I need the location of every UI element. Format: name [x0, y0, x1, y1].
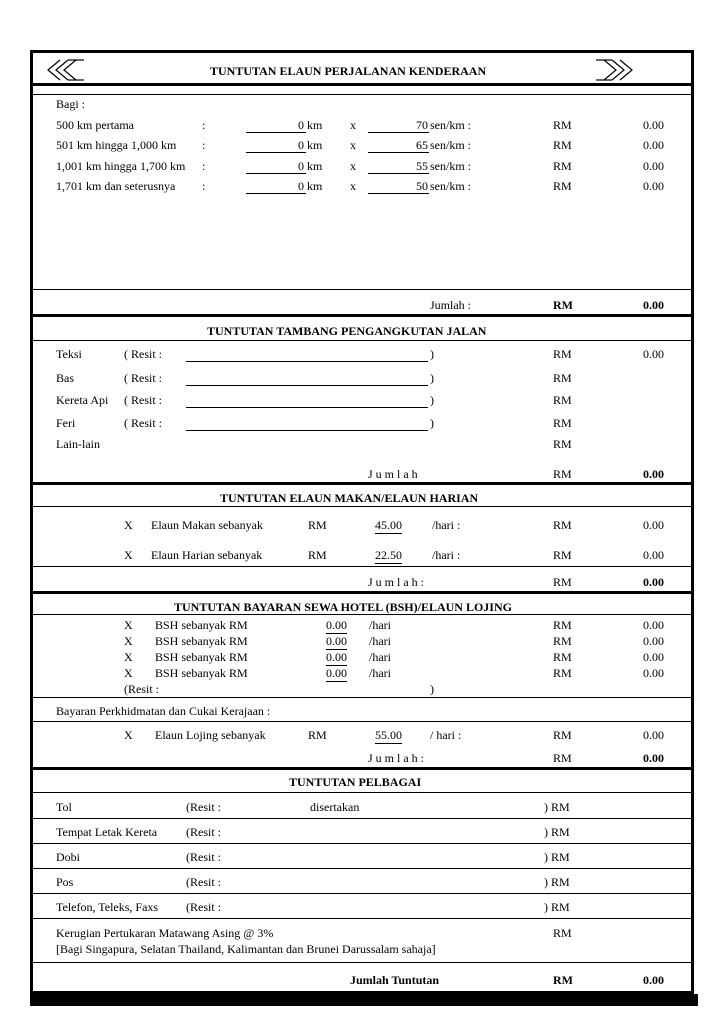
meal-row-rate: 22.50	[375, 548, 402, 562]
mileage-row-x: x	[350, 159, 356, 173]
grand-total-rm: RM	[553, 973, 573, 987]
mileage-row-label: 500 km pertama	[56, 118, 134, 132]
misc-row-divider	[30, 868, 694, 869]
meal-total-amount: 0.00	[643, 575, 664, 589]
transport-row-close: )	[430, 371, 434, 385]
transport-row-resit: ( Resit :	[124, 393, 162, 407]
meal-title: TUNTUTAN ELAUN MAKAN/ELAUN HARIAN	[220, 491, 479, 505]
meal-row-amount: 0.00	[643, 548, 664, 562]
mileage-row-rate-unit: sen/km :	[430, 179, 471, 193]
form-title: TUNTUTAN ELAUN PERJALANAN KENDERAAN	[210, 64, 487, 78]
misc-row-resit: (Resit :	[186, 900, 221, 914]
service-tax-label: Bayaran Perkhidmatan dan Cukai Kerajaan :	[56, 704, 271, 718]
mileage-row-km: 0	[298, 179, 304, 193]
resit-field-underline	[186, 385, 428, 386]
transport-row-label: Bas	[56, 371, 74, 385]
misc-row-resit: (Resit :	[186, 875, 221, 889]
lodging-x: X	[124, 728, 133, 742]
exchange-line-2: [Bagi Singapura, Selatan Thailand, Kalimantan dan Brunei Darussalam sahaja]	[56, 942, 436, 956]
hotel-row-rate: 0.00	[326, 666, 347, 680]
hotel-total-rm: RM	[553, 751, 572, 765]
lodging-amount: 0.00	[643, 728, 664, 742]
misc-title: TUNTUTAN PELBAGAI	[289, 775, 422, 789]
misc-row-note: disertakan	[310, 800, 360, 814]
mileage-row-km-unit: km	[307, 179, 323, 193]
meal-row-rm: RM	[553, 548, 572, 562]
hotel-row-label: BSH sebanyak RM	[155, 618, 248, 632]
meal-row-per: /hari :	[432, 548, 461, 562]
hotel-row-per: /hari	[369, 634, 391, 648]
transport-row-rm: RM	[553, 416, 572, 430]
mileage-row-colon: :	[202, 159, 206, 173]
transport-title: TUNTUTAN TAMBANG PENGANGKUTAN JALAN	[207, 324, 487, 338]
hotel-row-amount: 0.00	[643, 650, 664, 664]
hotel-row-per: /hari	[369, 650, 391, 664]
mileage-total-amount: 0.00	[643, 298, 664, 312]
misc-row-rm: ) RM	[544, 875, 570, 889]
mileage-row-rate: 50	[416, 179, 428, 193]
transport-row-rm: RM	[553, 371, 572, 385]
mileage-row-rm: RM	[553, 138, 572, 152]
hotel-total-amount: 0.00	[643, 751, 664, 765]
mileage-row-colon: :	[202, 138, 206, 152]
hotel-row-rm: RM	[553, 666, 572, 680]
meal-row-rm1: RM	[308, 518, 327, 532]
meal-total-label: J u m l a h :	[368, 575, 424, 589]
transport-row-resit: ( Resit :	[124, 416, 162, 430]
mileage-row-amount: 0.00	[643, 179, 664, 193]
hotel-row-label: BSH sebanyak RM	[155, 666, 248, 680]
mileage-row-rm: RM	[553, 159, 572, 173]
misc-row-rm: ) RM	[544, 900, 570, 914]
mileage-row-label: 1,001 km hingga 1,700 km	[56, 159, 186, 173]
mileage-total-rm: RM	[553, 298, 573, 312]
misc-row-divider	[30, 918, 694, 919]
hotel-row-label: BSH sebanyak RM	[155, 634, 248, 648]
transport-total-label: J u m l a h	[368, 467, 418, 481]
hotel-title: TUNTUTAN BAYARAN SEWA HOTEL (BSH)/ELAUN LOJING	[174, 600, 512, 614]
meal-row-x: X	[124, 518, 133, 532]
transport-row-label: Teksi	[56, 347, 82, 361]
hotel-row-per: /hari	[369, 618, 391, 632]
double-chevron-right-icon	[594, 58, 636, 86]
lodging-per: / hari :	[430, 728, 462, 742]
mileage-row-rate: 65	[416, 138, 428, 152]
hotel-row-rm: RM	[553, 634, 572, 648]
mileage-row-rate: 70	[416, 118, 428, 132]
hotel-row-rm: RM	[553, 650, 572, 664]
mileage-row-km-unit: km	[307, 159, 323, 173]
mileage-row-colon: :	[202, 179, 206, 193]
transport-row-rm: RM	[553, 393, 572, 407]
mileage-row-amount: 0.00	[643, 138, 664, 152]
meal-row-label: Elaun Harian sebanyak	[151, 548, 263, 562]
mileage-row-rm: RM	[553, 179, 572, 193]
bagi-label: Bagi :	[56, 97, 85, 111]
meal-row-rate: 45.00	[375, 518, 402, 532]
hotel-row-x: X	[124, 650, 133, 664]
hotel-row-label: BSH sebanyak RM	[155, 650, 248, 664]
transport-row-rm: RM	[553, 437, 572, 451]
mileage-row-x: x	[350, 179, 356, 193]
transport-row-resit: ( Resit :	[124, 371, 162, 385]
mileage-row-km-unit: km	[307, 138, 323, 152]
mileage-row-rate-unit: sen/km :	[430, 118, 471, 132]
mileage-row-amount: 0.00	[643, 118, 664, 132]
grand-total-amount: 0.00	[643, 973, 664, 987]
lodging-label: Elaun Lojing sebanyak	[155, 728, 266, 742]
transport-row-amount: 0.00	[643, 347, 664, 361]
hotel-row-x: X	[124, 634, 133, 648]
mileage-row-rate: 55	[416, 159, 428, 173]
mileage-row-km-unit: km	[307, 118, 323, 132]
transport-row-close: )	[430, 393, 434, 407]
exchange-rm: RM	[553, 926, 572, 940]
transport-row-label: Lain-lain	[56, 437, 100, 451]
mileage-row-rate-unit: sen/km :	[430, 138, 471, 152]
meal-row-label: Elaun Makan sebanyak	[151, 518, 263, 532]
misc-row-rm: ) RM	[544, 800, 570, 814]
hotel-resit-label: (Resit :	[124, 682, 159, 696]
misc-row-label: Dobi	[56, 850, 80, 864]
transport-row-label: Feri	[56, 416, 76, 430]
transport-row-close: )	[430, 347, 434, 361]
mileage-row-colon: :	[202, 118, 206, 132]
misc-row-resit: (Resit :	[186, 825, 221, 839]
meal-row-rm: RM	[553, 518, 572, 532]
meal-row-x: X	[124, 548, 133, 562]
misc-row-label: Tol	[56, 800, 72, 814]
mileage-row-rate-unit: sen/km :	[430, 159, 471, 173]
hotel-resit-close: )	[430, 682, 434, 696]
misc-row-resit: (Resit :	[186, 800, 221, 814]
transport-row-resit: ( Resit :	[124, 347, 162, 361]
lodging-rate: 55.00	[375, 728, 402, 742]
misc-row-label: Tempat Letak Kereta	[56, 825, 158, 839]
mileage-row-label: 501 km hingga 1,000 km	[56, 138, 177, 152]
bottom-shadow-bar	[30, 994, 698, 1006]
misc-row-label: Pos	[56, 875, 74, 889]
transport-total-rm: RM	[553, 467, 572, 481]
mileage-row-x: x	[350, 138, 356, 152]
meal-row-amount: 0.00	[643, 518, 664, 532]
hotel-row-rate: 0.00	[326, 634, 347, 648]
misc-row-divider	[30, 893, 694, 894]
hotel-row-per: /hari	[369, 666, 391, 680]
misc-row-resit: (Resit :	[186, 850, 221, 864]
lodging-rm: RM	[553, 728, 572, 742]
misc-row-divider	[30, 843, 694, 844]
mileage-row-amount: 0.00	[643, 159, 664, 173]
hotel-row-rate: 0.00	[326, 650, 347, 664]
exchange-line-1: Kerugian Pertukaran Matawang Asing @ 3%	[56, 926, 274, 940]
transport-total-amount: 0.00	[643, 467, 664, 481]
hotel-row-amount: 0.00	[643, 634, 664, 648]
misc-row-divider	[30, 818, 694, 819]
hotel-row-rm: RM	[553, 618, 572, 632]
transport-row-rm: RM	[553, 347, 572, 361]
resit-field-underline	[186, 361, 428, 362]
lodging-rm1: RM	[308, 728, 327, 742]
mileage-row-label: 1,701 km dan seterusnya	[56, 179, 176, 193]
hotel-row-x: X	[124, 666, 133, 680]
misc-row-rm: ) RM	[544, 850, 570, 864]
hotel-row-x: X	[124, 618, 133, 632]
double-chevron-left-icon	[44, 58, 86, 86]
meal-row-per: /hari :	[432, 518, 461, 532]
meal-row-rm1: RM	[308, 548, 327, 562]
hotel-row-rate: 0.00	[326, 618, 347, 632]
hotel-row-amount: 0.00	[643, 666, 664, 680]
grand-total-label: Jumlah Tuntutan	[350, 973, 440, 987]
resit-field-underline	[186, 407, 428, 408]
mileage-row-rm: RM	[553, 118, 572, 132]
transport-row-label: Kereta Api	[56, 393, 109, 407]
meal-total-rm: RM	[553, 575, 572, 589]
mileage-row-km: 0	[298, 118, 304, 132]
misc-row-rm: ) RM	[544, 825, 570, 839]
resit-field-underline	[186, 430, 428, 431]
hotel-row-amount: 0.00	[643, 618, 664, 632]
transport-row-close: )	[430, 416, 434, 430]
mileage-total-label: Jumlah :	[430, 298, 471, 312]
misc-row-label: Telefon, Teleks, Faxs	[56, 900, 159, 914]
mileage-row-x: x	[350, 118, 356, 132]
hotel-total-label: J u m l a h :	[368, 751, 424, 765]
mileage-row-km: 0	[298, 159, 304, 173]
mileage-row-km: 0	[298, 138, 304, 152]
